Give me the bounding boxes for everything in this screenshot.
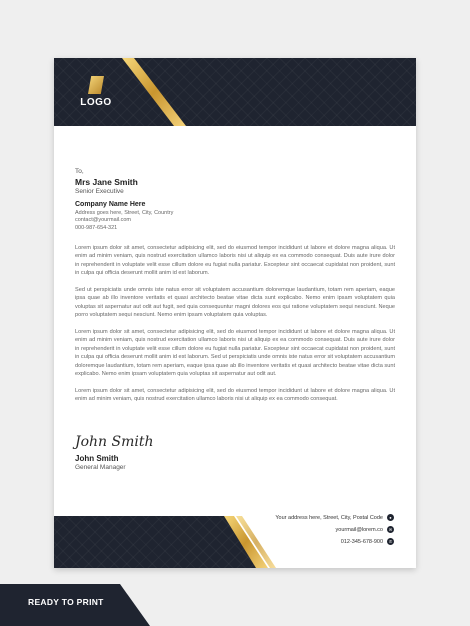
badge-text: READY TO PRINT (28, 597, 104, 607)
phone-icon: ✆ (388, 539, 393, 544)
body-paragraph-4: Lorem ipsum dolor sit amet, consectetur adipisicing elit, sed do eiusmod tempor incididunt ut labore et dolore magna aliqua. Ut enim ad minim veniam, quis nostrud exercitation ullamco laboris nisi ut aliquip ex ea commodo consequat. (75, 387, 395, 402)
body-paragraph-3: Lorem ipsum dolor sit amet, consectetur adipisicing elit, sed do eiusmod tempor incididunt ut labore et dolore magna aliqua. Ut enim ad minim veniam, quis nostrud exercitation ullamco laboris nisi ut aliquip ex ea commodo consequat. Duis aute irure dolor in reprehenderit in voluptate velit esse cillum dolore eu fugiat nulla pariatur. Excepteur sint occaecat cupidatat non proident, sunt in culpa qui officia deserunt mollit anim id est laborum. Sed ut perspiciatis unde omnis iste natus error sit voluptatem accusantium doloremque laudantium, totam rem aperiam, eaque ipsa quae ab illo inventore veritatis et quasi architecto beatae vitae dicta sunt explicabo. Nemo enim ipsam voluptatem quia voluptas sit aspernatur aut odit aut. (75, 328, 395, 377)
signer-name: John Smith (75, 454, 119, 463)
company-phone: 000-987-654-321 (75, 224, 118, 231)
footer-phone: 012-345-678-900 (340, 538, 383, 545)
recipient-name: Mrs Jane Smith (75, 177, 138, 187)
body-paragraph-2: Sed ut perspiciatis unde omnis iste natus error sit voluptatem accusantium doloremque laudantium, totam rem aperiam, eaque ipsa quae ab illo inventore veritatis et quasi architecto beatae vitae dicta sunt explicabo. Nemo enim ipsam voluptatem quia voluptas sit aspernatur aut odit aut fugit, sed quia consequuntur magni dolores eos qui ratione voluptatem sequi nesciunt. Neque porro voluptatem sequi nesciunt. Nemo enim ipsam voluptatem quia voluptas. (75, 286, 395, 318)
signer-title: General Manager (75, 464, 126, 471)
logo-icon (88, 76, 104, 94)
company-name: Company Name Here (75, 201, 146, 208)
footer-address: Your address here, Street, City, Postal Code (275, 514, 383, 521)
body-paragraph-1: Lorem ipsum dolor sit amet, consectetur adipisicing elit, sed do eiusmod tempor incididunt ut labore et dolore magna aliqua. Ut enim ad minim veniam, quis nostrud exercitation ullamco laboris nisi ut aliquip ex ea commodo consequat. Duis aute irure dolor in reprehenderit in voluptate velit esse cillum dolore eu fugiat nulla pariatur. Excepteur sint occaecat cupidatat non proident, sunt in culpa qui officia deserunt mollit anim id est laborum. (75, 244, 395, 276)
location-icon: ● (387, 514, 394, 521)
signature-script: John Smith (75, 434, 154, 450)
salutation-to: To, (75, 168, 84, 175)
footer-gold-stripe (54, 516, 416, 568)
mail-icon: ✉ (388, 527, 393, 532)
logo-text: LOGO (80, 97, 112, 108)
footer-email: yourmail@lorem.co (335, 526, 383, 533)
company-email: contact@yourmail.com (75, 217, 132, 223)
letterhead-page (54, 58, 416, 568)
company-address: Address goes here, Street, City, Country (75, 209, 174, 216)
recipient-title: Senior Executive (75, 188, 124, 195)
letter-content (75, 168, 395, 404)
logo (76, 76, 116, 108)
